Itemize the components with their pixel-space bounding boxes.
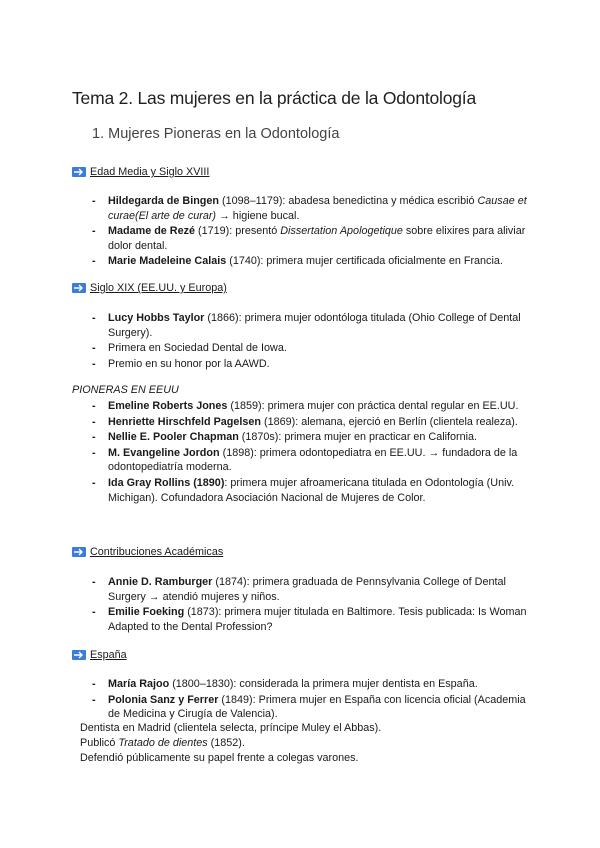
list-item: - Marie Madeleine Calais (1740): primera mujer certificada oficialmente en Francia.	[92, 254, 532, 269]
page-subtitle: 1. Mujeres Pioneras en la Odontología	[92, 126, 340, 142]
list-item: - Annie D. Ramburger (1874): primera graduada de Pennsylvania College of Dental Surgery → atendió mujeres y niños.	[92, 575, 532, 604]
list-espana	[92, 677, 532, 723]
section-heading-siglo-xix	[72, 282, 227, 294]
right-arrow-icon	[72, 650, 86, 660]
right-arrow-icon	[72, 547, 86, 557]
section-heading-label: Siglo XIX (EE.UU. y Europa)	[90, 282, 227, 294]
list-item: - Primera en Sociedad Dental de Iowa.	[92, 341, 532, 356]
list-item: - Ida Gray Rollins (1890): primera mujer afroamericana titulada en Odontología (Univ. Michigan). Cofundadora Asociación Nacional de Mujeres de Color.	[92, 476, 532, 505]
note-line-1: Dentista en Madrid (clientela selecta, príncipe Muley el Abbas).	[80, 722, 382, 734]
list-item: - Henriette Hirschfeld Pagelsen (1869): alemana, ejerció en Berlín (clientela realeza).	[92, 415, 532, 430]
list-eeuu	[92, 399, 532, 506]
note-line-2: Publicó Tratado de dientes (1852).	[80, 737, 245, 749]
list-item: - María Rajoo (1800–1830): considerada la primera mujer dentista en España.	[92, 677, 532, 692]
list-item: - Emeline Roberts Jones (1859): primera mujer con práctica dental regular en EE.UU.	[92, 399, 532, 414]
list-item: - Premio en su honor por la AAWD.	[92, 357, 532, 372]
list-academicas	[92, 575, 532, 635]
list-item: - M. Evangeline Jordon (1898): primera odontopediatra en EE.UU. → fundadora de la odontopediatría moderna.	[92, 446, 532, 475]
section-heading-label: Contribuciones Académicas	[90, 546, 224, 558]
list-item: - Hildegarda de Bingen (1098–1179): abadesa benedictina y médica escribió Causae et curae(El arte de curar) → higiene bucal.	[92, 194, 532, 223]
list-item: - Emilie Foeking (1873): primera mujer titulada en Baltimore. Tesis publicada: Is Woman Adapted to the Dental Profession?	[92, 605, 532, 634]
right-arrow-icon	[72, 167, 86, 177]
section-heading-espana	[72, 649, 127, 661]
subsection-label-eeuu: PIONERAS EN EEUU	[72, 384, 179, 396]
section-heading-label: Edad Media y Siglo XVIII	[90, 166, 210, 178]
list-item: - Madame de Rezé (1719): presentó Dissertation Apologetique sobre elixires para aliviar dolor dental.	[92, 224, 532, 253]
list-item: - Nellie E. Pooler Chapman (1870s): primera mujer en practicar en California.	[92, 430, 532, 445]
section-heading-edad-media	[72, 166, 209, 178]
list-item: - Polonia Sanz y Ferrer (1849): Primera mujer en España con licencia oficial (Academia de Medicina y Cirugía de Valencia).	[92, 693, 532, 722]
list-siglo-xix	[92, 311, 532, 372]
note-line-3: Defendió públicamente su papel frente a colegas varones.	[80, 752, 359, 764]
list-item: - Lucy Hobbs Taylor (1866): primera mujer odontóloga titulada (Ohio College of Dental Surgery).	[92, 311, 532, 340]
page-title: Tema 2. Las mujeres en la práctica de la Odontología	[72, 88, 477, 108]
list-edad-media	[92, 194, 532, 270]
right-arrow-icon	[72, 283, 86, 293]
section-heading-label: España	[90, 649, 127, 661]
section-heading-academicas	[72, 546, 223, 558]
